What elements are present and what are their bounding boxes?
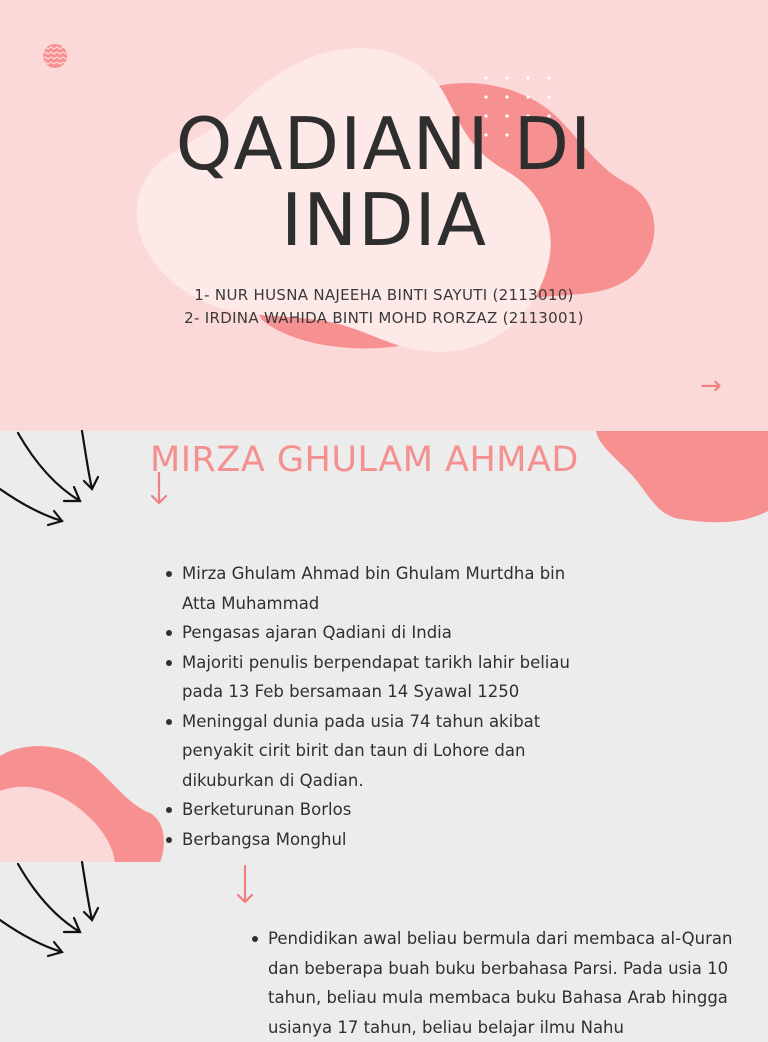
list-item: Meninggal dunia pada usia 74 tahun akibat penyakit cirit birit dan taun di Lohore dan dikuburkan di Qadian. [164, 707, 604, 796]
section-heading: MIRZA GHULAM AHMAD [150, 440, 579, 480]
list-item: Majoriti penulis berpendapat tarikh lahir beliau pada 13 Feb bersamaan 14 Syawal 1250 [164, 648, 604, 707]
hand-drawn-arrows-icon [0, 862, 110, 962]
bullet-list [250, 924, 740, 1042]
title-slide [0, 0, 768, 431]
arrow-down-icon [150, 471, 168, 507]
arrow-down-icon [236, 864, 254, 906]
arrow-right-icon[interactable]: → [700, 371, 722, 401]
author-list [0, 284, 768, 330]
author-1: 1- NUR HUSNA NAJEEHA BINTI SAYUTI (2113010) [194, 286, 574, 304]
education-slide [0, 862, 768, 1037]
hand-drawn-arrows-icon [0, 431, 110, 531]
list-item: Mirza Ghulam Ahmad bin Ghulam Murtdha bin Atta Muhammad [164, 559, 604, 618]
wavy-circle-icon [42, 43, 68, 69]
list-item: Berbangsa Monghul [164, 825, 604, 855]
list-item: Pendidikan awal beliau bermula dari membaca al-Quran dan beberapa buah buku berbahasa Parsi. Pada usia 10 tahun, beliau mula membaca buku Bahasa Arab hingga usianya 17 tahun, beliau belajar ilmu Nahu [250, 924, 740, 1042]
list-item: Pengasas ajaran Qadiani di India [164, 618, 604, 648]
title-line-1: QADIANI DI [175, 102, 593, 186]
biography-slide [0, 431, 768, 862]
page-title [0, 102, 768, 262]
title-line-2: INDIA [280, 178, 488, 262]
author-2: 2- IRDINA WAHIDA BINTI MOHD RORZAZ (2113001) [184, 309, 584, 327]
list-item: Berketurunan Borlos [164, 795, 604, 825]
coral-blob-top-right [596, 431, 768, 522]
bullet-list [164, 559, 604, 854]
